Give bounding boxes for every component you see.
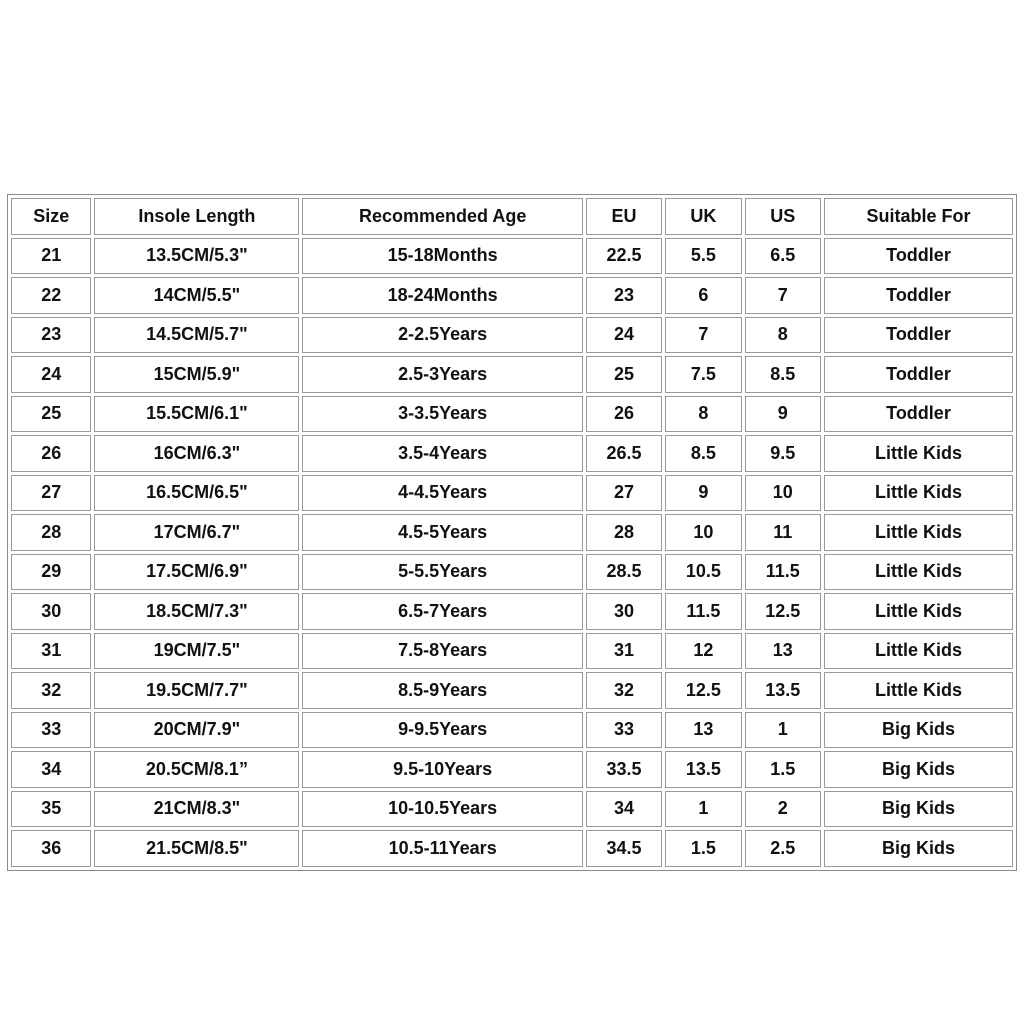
cell-eu: 22.5	[586, 238, 662, 275]
cell-suitable-for: Toddler	[824, 238, 1013, 275]
cell-recommended-age: 18-24Months	[302, 277, 582, 314]
cell-eu: 28.5	[586, 554, 662, 591]
header-recommended-age: Recommended Age	[302, 198, 582, 235]
cell-eu: 33	[586, 712, 662, 749]
cell-uk: 7	[665, 317, 741, 354]
cell-eu: 25	[586, 356, 662, 393]
cell-recommended-age: 7.5-8Years	[302, 633, 582, 670]
cell-uk: 8.5	[665, 435, 741, 472]
cell-insole-length: 20.5CM/8.1”	[94, 751, 299, 788]
cell-eu: 27	[586, 475, 662, 512]
cell-recommended-age: 9-9.5Years	[302, 712, 582, 749]
cell-insole-length: 16.5CM/6.5"	[94, 475, 299, 512]
cell-size: 35	[11, 791, 91, 828]
table-row	[11, 672, 1013, 709]
cell-size: 36	[11, 830, 91, 867]
table-row	[11, 238, 1013, 275]
cell-insole-length: 18.5CM/7.3"	[94, 593, 299, 630]
cell-us: 13	[745, 633, 821, 670]
cell-recommended-age: 4.5-5Years	[302, 514, 582, 551]
cell-size: 34	[11, 751, 91, 788]
cell-recommended-age: 5-5.5Years	[302, 554, 582, 591]
cell-size: 29	[11, 554, 91, 591]
cell-us: 2.5	[745, 830, 821, 867]
cell-suitable-for: Little Kids	[824, 593, 1013, 630]
table-row	[11, 593, 1013, 630]
cell-us: 1.5	[745, 751, 821, 788]
cell-size: 27	[11, 475, 91, 512]
cell-uk: 1.5	[665, 830, 741, 867]
header-us: US	[745, 198, 821, 235]
cell-size: 22	[11, 277, 91, 314]
cell-insole-length: 17CM/6.7"	[94, 514, 299, 551]
cell-uk: 13.5	[665, 751, 741, 788]
cell-us: 6.5	[745, 238, 821, 275]
cell-eu: 26.5	[586, 435, 662, 472]
cell-suitable-for: Little Kids	[824, 475, 1013, 512]
table-row	[11, 751, 1013, 788]
cell-us: 8	[745, 317, 821, 354]
cell-uk: 10.5	[665, 554, 741, 591]
cell-suitable-for: Little Kids	[824, 435, 1013, 472]
cell-eu: 34	[586, 791, 662, 828]
cell-uk: 6	[665, 277, 741, 314]
table-row	[11, 317, 1013, 354]
cell-uk: 1	[665, 791, 741, 828]
cell-eu: 24	[586, 317, 662, 354]
cell-insole-length: 15CM/5.9"	[94, 356, 299, 393]
cell-suitable-for: Big Kids	[824, 751, 1013, 788]
cell-us: 9.5	[745, 435, 821, 472]
cell-insole-length: 21CM/8.3"	[94, 791, 299, 828]
table-body	[11, 238, 1013, 867]
cell-recommended-age: 6.5-7Years	[302, 593, 582, 630]
cell-insole-length: 16CM/6.3"	[94, 435, 299, 472]
cell-eu: 30	[586, 593, 662, 630]
cell-insole-length: 13.5CM/5.3"	[94, 238, 299, 275]
table-row	[11, 435, 1013, 472]
table-row	[11, 396, 1013, 433]
cell-recommended-age: 8.5-9Years	[302, 672, 582, 709]
header-size: Size	[11, 198, 91, 235]
cell-suitable-for: Big Kids	[824, 830, 1013, 867]
table-row	[11, 475, 1013, 512]
table-row	[11, 514, 1013, 551]
cell-recommended-age: 9.5-10Years	[302, 751, 582, 788]
cell-suitable-for: Toddler	[824, 356, 1013, 393]
cell-size: 23	[11, 317, 91, 354]
cell-insole-length: 17.5CM/6.9"	[94, 554, 299, 591]
cell-size: 24	[11, 356, 91, 393]
cell-suitable-for: Big Kids	[824, 791, 1013, 828]
cell-us: 9	[745, 396, 821, 433]
cell-insole-length: 14.5CM/5.7"	[94, 317, 299, 354]
cell-size: 33	[11, 712, 91, 749]
cell-suitable-for: Little Kids	[824, 672, 1013, 709]
header-row	[11, 198, 1013, 235]
cell-recommended-age: 4-4.5Years	[302, 475, 582, 512]
table-row	[11, 633, 1013, 670]
cell-suitable-for: Little Kids	[824, 554, 1013, 591]
cell-insole-length: 15.5CM/6.1"	[94, 396, 299, 433]
table-row	[11, 356, 1013, 393]
cell-us: 8.5	[745, 356, 821, 393]
cell-uk: 7.5	[665, 356, 741, 393]
cell-insole-length: 20CM/7.9"	[94, 712, 299, 749]
cell-us: 11.5	[745, 554, 821, 591]
cell-size: 25	[11, 396, 91, 433]
cell-uk: 12.5	[665, 672, 741, 709]
cell-uk: 9	[665, 475, 741, 512]
cell-recommended-age: 3.5-4Years	[302, 435, 582, 472]
cell-uk: 12	[665, 633, 741, 670]
table-row	[11, 554, 1013, 591]
cell-size: 32	[11, 672, 91, 709]
cell-uk: 10	[665, 514, 741, 551]
cell-uk: 5.5	[665, 238, 741, 275]
header-suitable-for: Suitable For	[824, 198, 1013, 235]
header-insole-length: Insole Length	[94, 198, 299, 235]
cell-us: 7	[745, 277, 821, 314]
cell-size: 28	[11, 514, 91, 551]
cell-insole-length: 14CM/5.5"	[94, 277, 299, 314]
cell-recommended-age: 10-10.5Years	[302, 791, 582, 828]
cell-insole-length: 19CM/7.5"	[94, 633, 299, 670]
cell-eu: 26	[586, 396, 662, 433]
cell-us: 11	[745, 514, 821, 551]
cell-size: 21	[11, 238, 91, 275]
size-chart-table	[7, 194, 1017, 871]
cell-uk: 8	[665, 396, 741, 433]
table-row	[11, 277, 1013, 314]
table-row	[11, 830, 1013, 867]
cell-recommended-age: 15-18Months	[302, 238, 582, 275]
cell-insole-length: 21.5CM/8.5"	[94, 830, 299, 867]
cell-suitable-for: Big Kids	[824, 712, 1013, 749]
cell-suitable-for: Toddler	[824, 317, 1013, 354]
cell-us: 1	[745, 712, 821, 749]
table-header	[11, 198, 1013, 235]
cell-size: 26	[11, 435, 91, 472]
cell-eu: 28	[586, 514, 662, 551]
cell-us: 13.5	[745, 672, 821, 709]
cell-eu: 34.5	[586, 830, 662, 867]
cell-us: 12.5	[745, 593, 821, 630]
cell-us: 2	[745, 791, 821, 828]
cell-eu: 33.5	[586, 751, 662, 788]
cell-us: 10	[745, 475, 821, 512]
cell-uk: 13	[665, 712, 741, 749]
cell-suitable-for: Little Kids	[824, 514, 1013, 551]
cell-eu: 31	[586, 633, 662, 670]
cell-eu: 23	[586, 277, 662, 314]
table-row	[11, 791, 1013, 828]
cell-suitable-for: Toddler	[824, 277, 1013, 314]
cell-suitable-for: Little Kids	[824, 633, 1013, 670]
cell-insole-length: 19.5CM/7.7"	[94, 672, 299, 709]
table-row	[11, 712, 1013, 749]
cell-size: 30	[11, 593, 91, 630]
cell-recommended-age: 10.5-11Years	[302, 830, 582, 867]
cell-eu: 32	[586, 672, 662, 709]
cell-size: 31	[11, 633, 91, 670]
cell-recommended-age: 3-3.5Years	[302, 396, 582, 433]
cell-recommended-age: 2-2.5Years	[302, 317, 582, 354]
header-uk: UK	[665, 198, 741, 235]
header-eu: EU	[586, 198, 662, 235]
cell-suitable-for: Toddler	[824, 396, 1013, 433]
cell-recommended-age: 2.5-3Years	[302, 356, 582, 393]
cell-uk: 11.5	[665, 593, 741, 630]
